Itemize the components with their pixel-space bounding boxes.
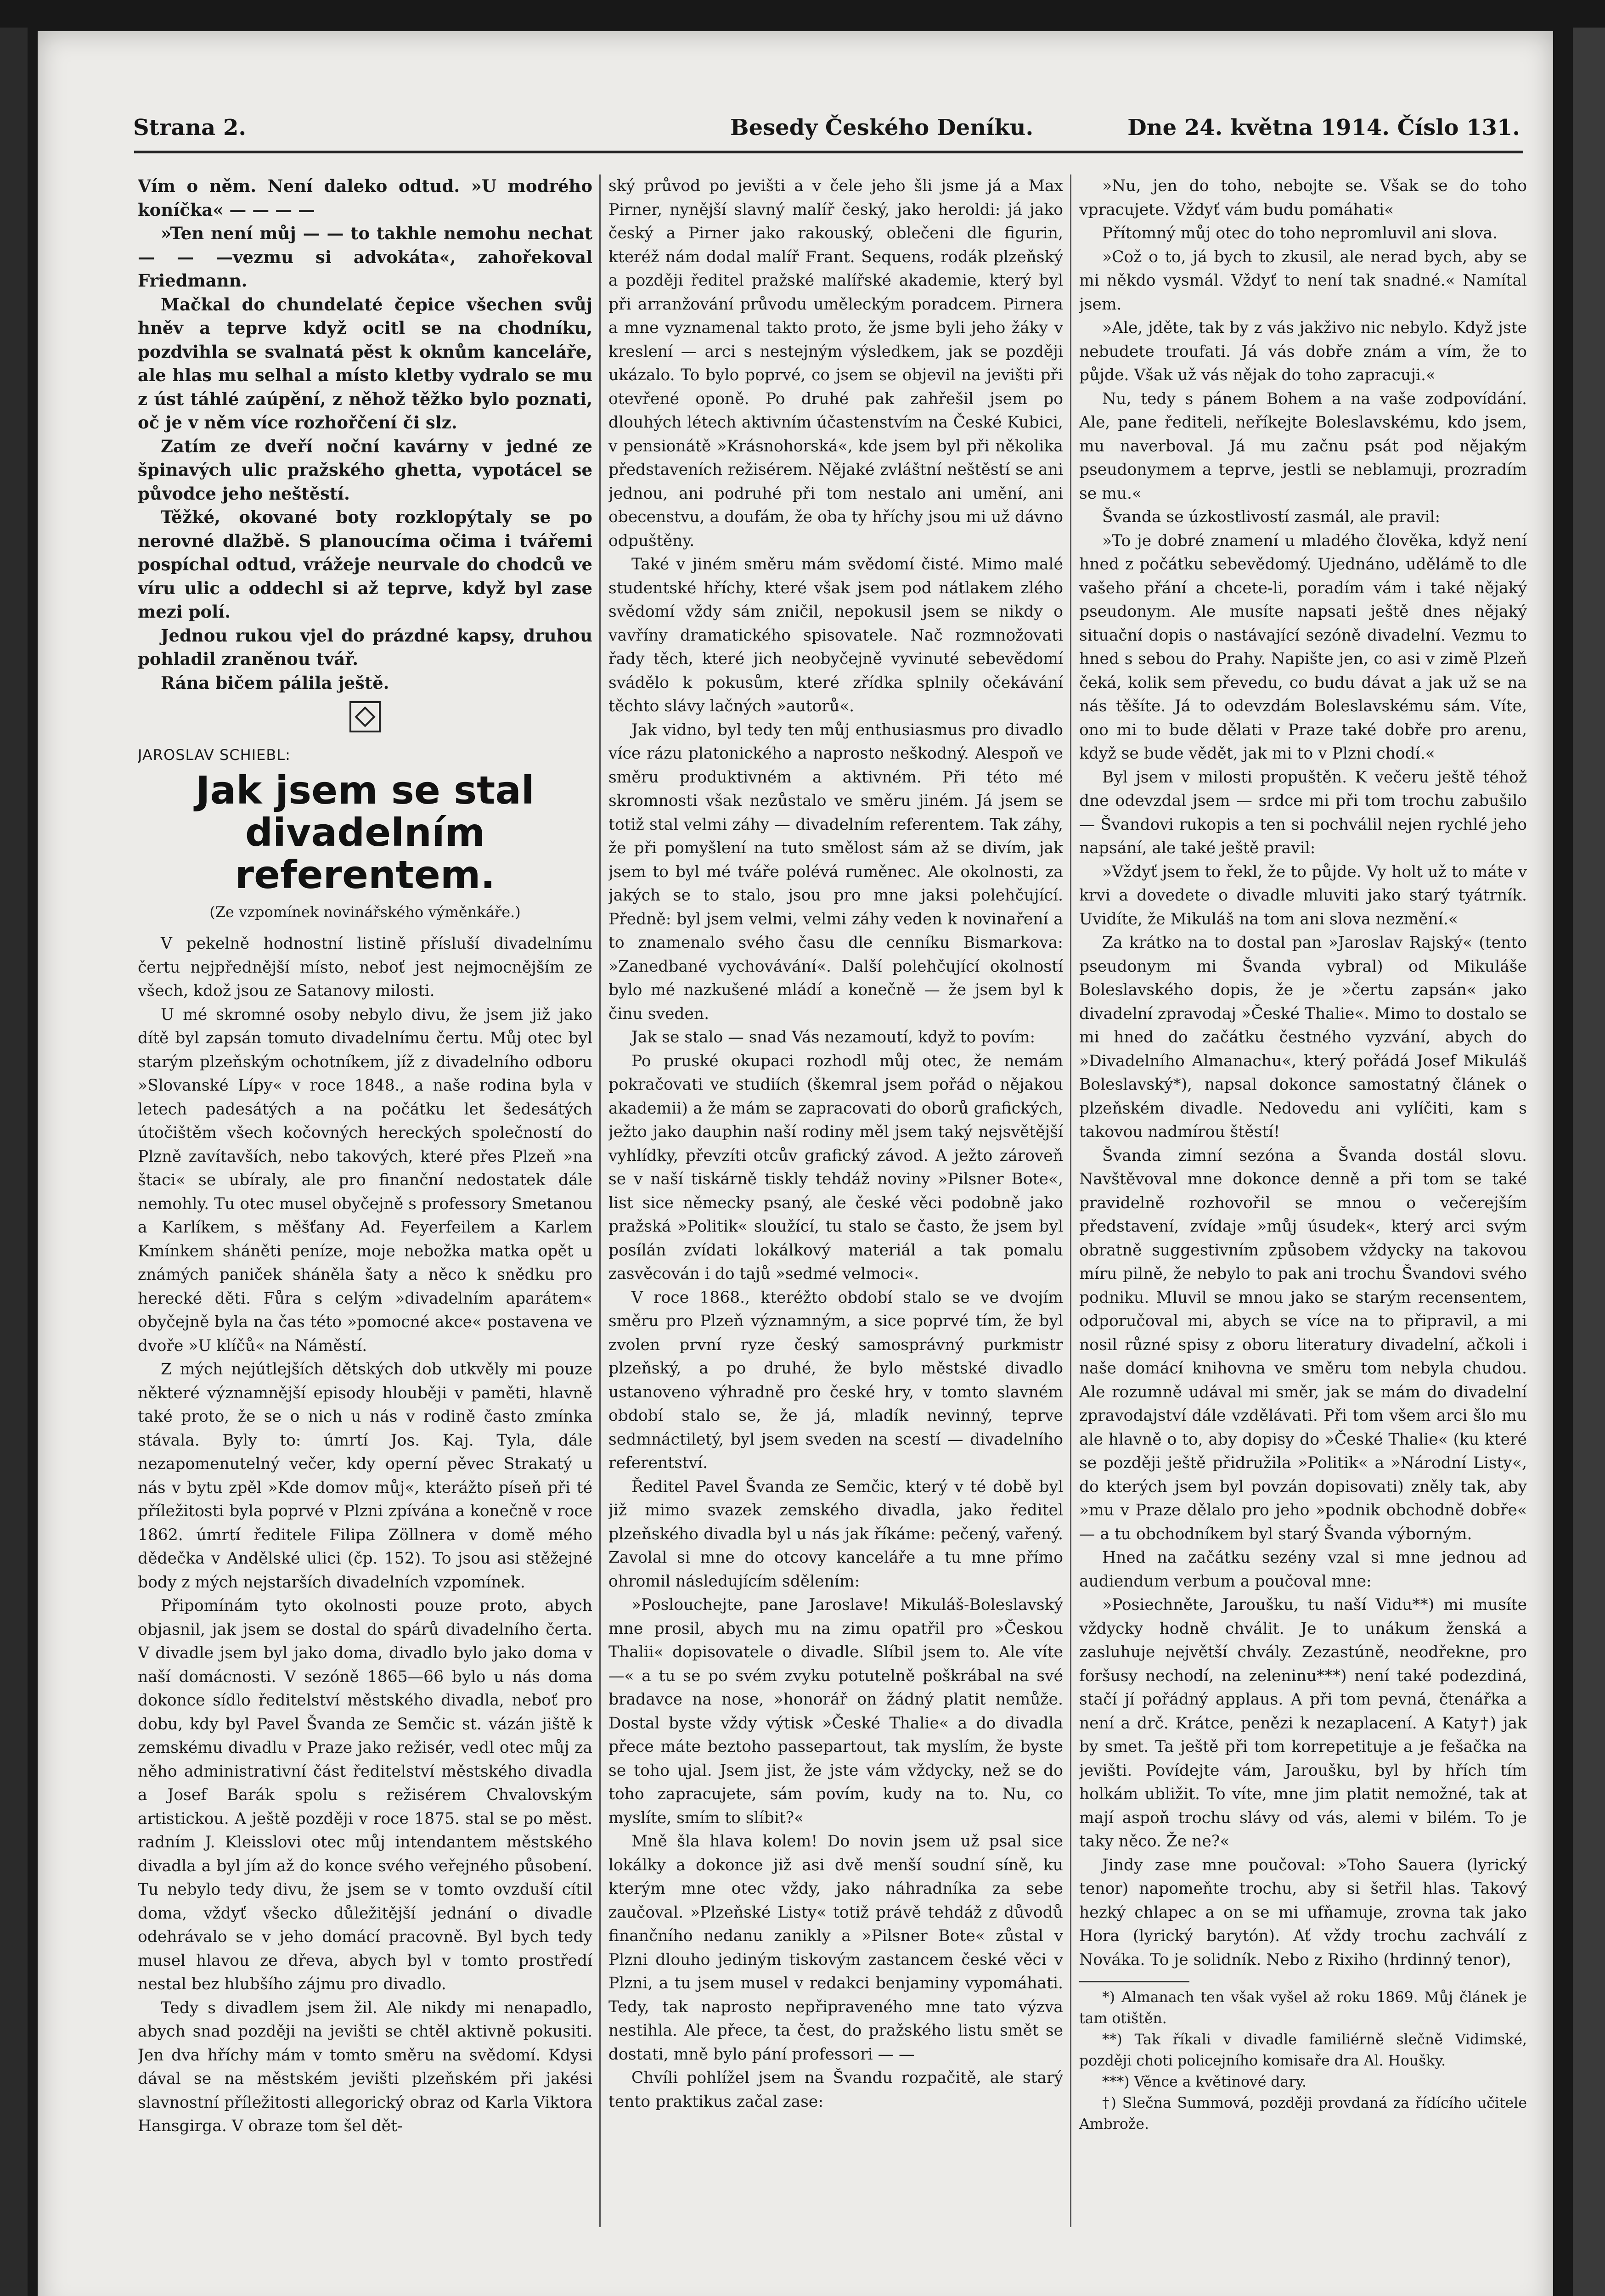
paragraph: »Vždyť jsem to řekl, že to půjde. Vy holt už to máte v krvi a dovedete o divadle mluviti jako starý tyátrník. Uvidíte, že Mikuláš na tom ani slova nezmění.« <box>1079 862 1527 929</box>
footnote: **) Tak říkali v divadle familiérně slečně Vidimské, později choti policejního komisaře dra Al. Houšky. <box>1079 2032 1527 2069</box>
paragraph: »Ten není můj — — to takhle nemohu nechat — — —vezmu si advokáta«, zahořekoval Friedmann. <box>138 223 592 291</box>
paragraph: Nu, tedy s pánem Bohem a na vaše zodpovídání. Ale, pane řediteli, neříkejte Boleslavskému, kdo jsem, mu naverboval. Já mu začnu psát pod nějakým pseudonymem a teprve, jestli se neblamuji, prozradím se mu.« <box>1079 389 1527 503</box>
column-divider <box>1070 174 1071 2227</box>
page-header <box>133 115 1520 147</box>
paragraph: Také v jiném směru mám svědomí čisté. Mimo malé studentské hříchy, které však jsem pod nátlakem zlého svědomí vždy sám zničil, nepokusil jsem se nikdy o vavříny dramatického spisovatele. Nač rozmnožovati řady těch, které jich neobyčejně vyvinuté sebevědomí svádělo k pokusům, které zřídka splnily očekávání těchto slávy lačných »autorů«. <box>608 555 1063 715</box>
paragraph: Hned na začátku sezény vzal si mne jednou ad audiendum verbum a poučoval mne: <box>1079 1548 1527 1591</box>
paragraph: »To je dobré znamení u mladého člověka, když není hned z počátku sebevědomý. Ujednáno, udělámě to dle vašeho přání a chcete-li, poradím vám i také nějaký pseudonym. Ale musíte napsati ještě dnes nějaký situační dopis o nastávající sezóně divadelní. Vezmu to hned s sebou do Prahy. Napište jen, co asi v zimě Plzeň čeká, kolik sem převedu, co budu dávat a jak už se na nás těšíte. Já to odevzdám Boleslavskému sám. Víte, ono mi to bude dělati v Praze také dobře pro arenu, když se bude vědět, jak mi to v Plzni chodí.« <box>1079 531 1527 763</box>
article-title: Jak jsem se stal divadelním referentem. <box>196 767 535 897</box>
page-number: Strana 2. <box>133 115 247 141</box>
paragraph: U mé skromné osoby nebylo divu, že jsem již jako dítě byl zapsán tomuto divadelnímu čertu. Můj otec byl starým plzeňským ochotníkem, jíž z divadelního odboru »Slovanské Lípy« v roce 1848., a naše rodina byla v letech padesátých a na počátku let šedesátých útočištěm všech kočovných hereckých společností do Plzně zavítavších, nebo takových, které přes Plzeň »na štaci« se ubíraly, ale pro finanční nedostatek dále nemohly. Tu otec musel obyčejně s professory Smetanou a Karlíkem, s měšťany Ad. Feyerfeilem a Karlem Kmínkem sháněti peníze, moje nebožka matka opět u známých paniček sháněla šaty a něco k snědku pro herecké děti. Fůra s celým »divadelním aparátem« obyčejně byla na čas této »pomocné akce« postavena ve dvoře »U klíčů« na Náměstí. <box>138 1005 592 1355</box>
paragraph: Mačkal do chundelaté čepice všechen svůj hněv a teprve když ocitl se na chodníku, pozdvihla se svalnatá pěst k oknům kanceláře, ale hlas mu selhal a místo kletby vydralo se mu z úst táhlé zaúpění, z něhož těžko bylo poznati, oč je v něm více rozhořčení či slz. <box>138 294 592 433</box>
paragraph: »Poslouchejte, pane Jaroslave! Mikuláš-Boleslavský mne prosil, abych mu na zimu opatřil pro »Českou Thalii« dopisovatele o divadle. Slíbil jsem to. Ale víte —« a tu se po svém zvyku potutelně poškrábal na své bradavce na nose, »honorář on žádný platit nemůže. Dostal byste vždy výtisk »České Thalie« a do divadla přece máte beztoho passepartout, tak myslím, že byste se toho ujal. Jsem jist, že jste vám vždycky, než se do toho zapracujete, sám povím, kudy na to. Nu, co myslíte, smím to slíbit?« <box>608 1596 1063 1827</box>
paragraph: ský průvod po jevišti a v čele jeho šli jsme já a Max Pirner, nynější slavný malíř český, jako heroldi: já jako český a Pirner jako rakouský, oblečeni dle figurin, kteréž nám dodal malíř Frant. Sequens, rodák plzeňský a později ředitel pražské malířské akademie, který byl při arranžování průvodu uměleckým poradcem. Pirnera a mne vyznamenal takto proto, že jsme byli jeho žáky v kreslení — arci s nestejným výsledkem, jak se později ukázalo. To bylo poprvé, co jsem se objevil na jevišti při otevřené oponě. Po druhé pak zahřešil jsem po dlouhých létech aktivním účastenstvím na České Kubici, v pensionátě »Krásnohorská«, kde jsem byl při několika představeních režisérem. Nějaké zvláštní neštěstí se ani jednou, ani podruhé při tom nestalo ani umění, ani obecenstvu, a doufám, že oba ty hříchy jsou mi už dávno odpuštěny. <box>608 177 1063 550</box>
paragraph: Švanda zimní sezóna a Švanda dostál slovu. Navštěvoval mne dokonce denně a při tom se také pravidelně rozhovořil se mnou o večerejším představení, zvídaje »můj úsudek«, který arci svým obratně suggestivním způsobem vždycky na takovou míru pilně, že nebylo to pak ani trochu Švandovi svého podniku. Mluvil se mnou jako se starým recensentem, odporučoval mi, abych se více na to připravil, a mi nosil různé spisy z oboru literatury divadelní, ačkoli i naše domácí knihovna ve směru tom nebyla chudou. Ale rozumně udával mi směr, jak se mám do divadelní zpravodajství dále vzdělávati. Při tom všem arci šlo mu ale hlavně o to, aby dopisy do »České Thalie« (ku které se později ještě přidružila »Politik« a »Národní Listy«, do kterých jsem byl povzán dopisovati) zněly tak, aby »mu v Praze dělalo pro jeho »podnik obchodně dobře« — a tu obchodníkem byl starý Švanda výborným. <box>1079 1146 1527 1543</box>
article-subtitle: (Ze vzpomínek novinářského výměnkáře.) <box>209 903 521 921</box>
paragraph: »Posiechněte, Jaroušku, tu naší Vidu**) mi musíte vždycky hodně chválit. Je to unákum ženská a zasluhuje největší chvály. Zezastúně, neodřekne, pro foršusy nechodí, na zeleninu***) není také podezdiná, stačí jí pořádný applaus. A při tom pevná, čtenářka a není a drč. Krátce, penězi k nezaplacení. A Katy†) jak by smet. Ta ještě při tom korrepetituje a je fešačka na jevišti. Povídejte vám, Jaroušku, byl by hřích tím holkám ubližit. To víte, mne jim platit nemožné, tak at mají aspoň trochu slávy od vás, alemi v bilém. To je taky něco. Že ne?« <box>1079 1596 1527 1851</box>
column-3 <box>1079 174 1527 2213</box>
paragraph: V roce 1868., kteréžto období stalo se ve dvojím směru pro Plzeň významným, a sice poprvé tím, že byl zvolen první ryze český samosprávný purkmistr plzeňský, a po druhé, že bylo městské divadlo ustanoveno výhradně pro české hry, v tomto slavném období stalo se, že já, mladík nevinný, teprve sedmnáctiletý, byl jsem sveden na scestí — divadelního referentství. <box>608 1288 1063 1472</box>
issue-date: Dne 24. května 1914. Číslo 131. <box>1127 115 1520 141</box>
story-ending <box>138 174 592 695</box>
paragraph: Po pruské okupaci rozhodl můj otec, že nemám pokračovati ve studiích (škemral jsem pořád o nějakou akademii) a že mám se zapracovati do oborů grafických, ježto jako dauphin naší rodiny měl jsem taký nejsvětější vyhlídky, převzíti otcův grafický závod. A ježto zároveň se v naší tiskárně tiskly tehdáž noviny »Pilsner Bote«, list sice německy psaný, ale české věci podobně jako pražská »Politik« sloužící, tu stalo se často, že jsem byl posílán zvídati lokálkový materiál a tak pomalu zasvěcován i do tajů »sedmé velmoci«. <box>608 1052 1063 1283</box>
paragraph: Těžké, okované boty rozklopýtaly se po nerovné dlažbě. S planoucíma očima i tvářemi pospíchal odtud, vrážeje neurvale do chodců ve víru ulic a oddechl si až teprve, když byl zase mezi polí. <box>138 507 592 622</box>
supplement-title: Besedy Českého Deníku. <box>730 115 1034 141</box>
paragraph: Připomínám tyto okolnosti pouze proto, abych objasnil, jak jsem se dostal do spárů divadelního čerta. V divadle jsem byl jako doma, divadlo bylo jako doma v naší domácnosti. V sezóně 1865—66 bylo u nás doma dokonce sídlo ředitelství městského divadla, neboť pro dobu, kdy byl Pavel Švanda ze Semčic st. vázán jiště k zemskému divadlu v Praze jako režisér, vedl otec můj za něho administrativní část ředitelství městského divadla a Josef Barák spolu s režisérem Chvalovským artistickou. A ještě později v roce 1875. stal se po měst. radním J. Kleisslovi otec můj intendantem městského divadla a byl jím až do konce svého veřejného působení. Tu nebylo tedy divu, že jsem se v tomto ovzduší cítil doma, vždyť všecko důležitější jednání o divadle odehrávalo se v jeho domácí pracovně. Byl bych tedy musel hlavou ze dřeva, abych byl v tomto prostředí nestal bez hlubšího zájmu pro divadlo. <box>138 1597 592 1993</box>
left-page-edge <box>0 28 28 2296</box>
paragraph: Jindy zase mne poučoval: »Toho Sauera (lyrický tenor) napomeňte trochu, aby si šetřil hlas. Takový hezký chlapec a on se mi ufňamuje, zrovna tak jako Hora (lyrický barytón). Ať vždy trochu zachválí z Nováka. To je solidník. Nebo z Rixiho (hrdinný tenor), <box>1079 1856 1527 1969</box>
footnote: *) Almanach ten však vyšel až roku 1869. Můj článek je tam otištěn. <box>1079 1989 1527 2027</box>
paragraph: Švanda se úzkostlivostí zasmál, ale pravil: <box>1102 508 1441 526</box>
paragraph: Ředitel Pavel Švanda ze Semčic, který v té době byl již mimo svazek zemského divadla, jako ředitel plzeňského divadla byl u nás jak říkáme: pečený, vařený. Zavolal si mne do otcovy kanceláře a tu mne přímo ohromil následujícím sdělením: <box>608 1477 1063 1591</box>
paragraph: »Nu, jen do toho, nebojte se. Však se do toho vpracujete. Vždyť vám budu pomáhati« <box>1079 177 1527 219</box>
paragraph: Jak se stalo — snad Vás nezamoutí, když to povím: <box>631 1028 1036 1047</box>
paragraph: Tedy s divadlem jsem žil. Ale nikdy mi nenapadlo, abych snad později na jevišti se chtěl aktivně pokusiti. Jen dva hříchy mám v tomto směru na svědomí. Kdysi dával se na městském jevišti plzeňském při jakési slavnostní příležitosti allegorický obraz od Karla Viktora Hansgirga. V obraze tom šel dět- <box>138 1998 592 2135</box>
header-rule <box>134 151 1523 153</box>
footnote: †) Slečna Summová, později provdaná za řídícího učitele Ambrože. <box>1079 2095 1527 2133</box>
paragraph: Chvíli pohlížel jsem na Švandu rozpačitě, ale starý tento praktikus začal zase: <box>608 2069 1063 2111</box>
paragraph: Jednou rukou vjel do prázdné kapsy, druhou pohladil zraněnou tvář. <box>138 625 592 669</box>
paragraph: »Což o to, já bych to zkusil, ale nerad bych, aby se mi někdo vysmál. Vždyť to není tak snadné.« Namítal jsem. <box>1079 248 1527 314</box>
paragraph: Mně šla hlava kolem! Do novin jsem už psal sice lokálky a dokonce již asi dvě menší soudní síně, ku kterým mne otec vždy, jako náhradníka za sebe zaučoval. »Plzeňské Listy« totiž právě tehdáž z důvodů finančního nedanu zanikly a »Pilsner Bote« zůstal v Plzni dlouho jediným tiskovým zastancem české věci v Plzni, a tu jsem musel v redakci benjaminy vypomáhati. Tedy, tak naprosto nepřipraveného mne tato výzva nestihla. Ale přece, ta čest, do pražského listu smět se dostati, mně bylo pání professori — — <box>608 1832 1063 2064</box>
column-divider <box>599 174 601 2227</box>
paragraph: Za krátko na to dostal pan »Jaroslav Rajský« (tento pseudonym mi Švanda vybral) od Mikuláše Boleslavského dopis, že je »čertu zapsán« jako divadelní zpravodaj »České Thalie«. Mimo to dostalo se mi hned do začátku čestného vyzvání, abych do »Divadelního Almanachu«, který pořádá Josef Mikuláš Boleslavský*), napsal dokonce samostatný článek o plzeňském divadle. Nedovedu ani vylíčiti, kam s takovou nadmírou štěstí! <box>1079 934 1527 1141</box>
column-2 <box>608 174 1063 2213</box>
column-1 <box>138 174 592 2213</box>
paragraph: Zatím ze dveří noční kavárny v jedné ze špinavých ulic pražského ghetta, vypotácel se původce jeho neštěstí. <box>138 436 592 504</box>
right-page-edge <box>1573 28 1605 2296</box>
paragraph: V pekelně hodnostní listině přísluší divadelnímu čertu nejpřednější místo, neboť jest nejmocnějším ze všech, kdož jsou ze Satanovy milosti. <box>138 934 592 1000</box>
article-author: JAROSLAV SCHIEBL: <box>138 746 291 764</box>
footnote-rule <box>1079 1981 1189 1982</box>
paragraph: Z mých nejútlejších dětských dob utkvěly mi pouze některé významnější episody hlouběji v paměti, hlavně také proto, že se o nich u nás v rodině často zmínka stávala. Byly to: úmrtí Jos. Kaj. Tyla, dále nezapomenutelný večer, kdy operní pěvec Strakatý u nás v bytu zpěl »Kde domov můj«, kterážto píseň při té příležitosti byla poprvé v Plzni zpívána a konečně v roce 1862. úmrtí ředitele Filipa Zöllnera v domě mého dědečka v Andělské ulici (čp. 152). To jsou asi stěžejné body z mých nejstarších divadelních vzpomínek. <box>138 1360 592 1592</box>
paragraph: »Ale, jděte, tak by z vás jakživo nic nebylo. Když jste nebudete troufati. Já vás dobře znám a vím, že to půjde. Však už vás nějak do toho zapracuji.« <box>1079 319 1527 384</box>
paragraph: Rána bičem pálila ještě. <box>161 672 389 693</box>
paragraph: Jak vidno, byl tedy ten můj enthusiasmus pro divadlo více rázu platonického a naprosto neškodný. Alespoň ve směru produktivném a aktivném. Při této mé skromnosti však nezůstalo ve směru jiném. Já jsem se totiž stal velmi záhy — divadelním referentem. Tak záhy, že při pomyšlení na tuto smělost sám až se divím, jak jsem to byl mé tváře polévá ruměnec. Ale okolnosti, za jakých se to stalo, jsou pro mne jaksi polehčující. Předně: byl jsem velmi, velmi záhy veden k novinaření a to znamenalo svého času dle cenníku Bismarkova: »Zanedbané vychovávání«. Další polehčující okolností bylo mé nazkušené mládí a konečně — že jsem byl k činu sveden. <box>608 720 1063 1023</box>
paragraph: Přítomný můj otec do toho nepromluvil ani slova. <box>1102 224 1498 242</box>
paragraph: Byl jsem v milosti propuštěn. K večeru ještě téhož dne odevzdal jsem — srdce mi při tom trochu zabušilo — Švandovi rukopis a ten si pochválil nejen rychlé jeho napsání, ale také ještě pravil: <box>1079 768 1527 857</box>
paragraph: Vím o něm. Není daleko odtud. »U modrého koníčka« — — — — <box>138 176 592 220</box>
ornament-icon <box>349 701 381 732</box>
footnote: ***) Věnce a květinové dary. <box>1102 2074 1307 2090</box>
